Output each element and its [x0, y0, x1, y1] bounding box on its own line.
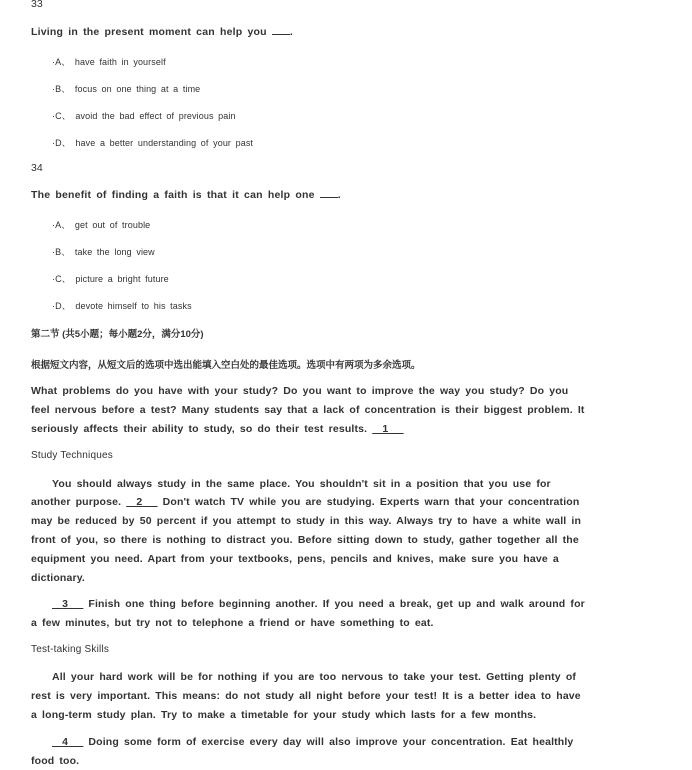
blank-2[interactable]	[126, 496, 157, 508]
section-heading: 第二节 (共5小题；每小题2分，满分10分)	[31, 329, 204, 340]
passage-line	[31, 423, 404, 435]
blank-number: 3	[62, 598, 69, 610]
question-number: 34	[31, 162, 43, 174]
passage-line: All your hard work will be for nothing if you are too nervous to take your test. Getting plenty of	[52, 671, 577, 683]
passage-text: another purpose.	[31, 496, 122, 508]
subheading-test-taking-skills: Test-taking Skills	[31, 644, 110, 655]
passage-line	[52, 736, 573, 748]
passage-line: may be reduced by 50 percent if you attempt to study in this way. Always try to have a white wall in	[31, 515, 582, 527]
option-label: A、	[55, 220, 71, 230]
option-text: devote himself to his tasks	[75, 301, 192, 311]
blank-number: 1	[382, 423, 389, 435]
option-b[interactable]: ·B、 focus on one thing at a time	[52, 84, 201, 94]
passage-line: What problems do you have with your study? Do you want to improve the way you study? Do you	[31, 385, 569, 397]
option-label: B、	[55, 84, 71, 94]
blank-1[interactable]	[372, 423, 403, 435]
option-b[interactable]: ·B、 take the long view	[52, 247, 155, 257]
option-text: have faith in yourself	[74, 57, 166, 67]
passage-line	[52, 598, 585, 610]
passage-line: a few minutes, but try not to telephone a friend or have something to eat.	[31, 617, 434, 629]
question-stem-end: .	[337, 189, 341, 201]
question-stem	[31, 189, 341, 201]
blank-number: 4	[62, 736, 69, 748]
passage-line: equipment you need. Apart from your textbooks, pens, pencils and knives, make sure you have a	[31, 553, 559, 565]
passage-line: rest is very important. This means: do not study all night before your test! It is a better idea to have	[31, 690, 581, 702]
option-c[interactable]: ·C、 picture a bright future	[52, 274, 169, 284]
option-label: D、	[55, 138, 71, 148]
passage-line: You should always study in the same place. You shouldn't sit in a position that you use for	[52, 478, 551, 490]
option-text: avoid the bad effect of previous pain	[75, 111, 236, 121]
question-stem	[31, 26, 293, 38]
passage-text: Doing some form of exercise every day will also improve your concentration. Eat healthly	[88, 736, 574, 748]
question-stem-text: Living in the present moment can help you	[31, 26, 267, 38]
blank-3[interactable]	[52, 598, 83, 610]
passage-line: front of you, so there is nothing to distract you. Before sitting down to study, gather together all the	[31, 534, 579, 546]
section-instruction: 根据短文内容，从短文后的选项中选出能填入空白处的最佳选项。选项中有两项为多余选项。	[31, 360, 421, 371]
passage-line: feel nervous before a test? Many students say that a lack of concentration is their biggest problem. It	[31, 404, 585, 416]
option-d[interactable]: ·D、 devote himself to his tasks	[52, 301, 192, 311]
blank-4[interactable]	[52, 736, 83, 748]
passage-text: Don't watch TV while you are studying. Experts warn that your concentration	[162, 496, 580, 508]
option-text: have a better understanding of your past	[75, 138, 254, 148]
answer-blank	[272, 26, 290, 35]
passage-text: seriously affects their ability to study, so do their test results.	[31, 423, 368, 435]
question-stem-end: .	[289, 26, 293, 38]
option-text: picture a bright future	[75, 274, 169, 284]
option-a[interactable]: ·A、 have faith in yourself	[52, 57, 166, 67]
passage-line: food too.	[31, 755, 80, 767]
option-text: focus on one thing at a time	[74, 84, 201, 94]
option-c[interactable]: ·C、 avoid the bad effect of previous pain	[52, 111, 236, 121]
option-label: C、	[55, 274, 71, 284]
option-d[interactable]: ·D、 have a better understanding of your past	[52, 138, 254, 148]
option-label: D、	[55, 301, 71, 311]
option-text: take the long view	[74, 247, 155, 257]
blank-number: 2	[136, 496, 143, 508]
option-label: B、	[55, 247, 71, 257]
option-a[interactable]: ·A、 get out of trouble	[52, 220, 151, 230]
passage-text: Finish one thing before beginning another. If you need a break, get up and walk around for	[88, 598, 585, 610]
passage-line: dictionary.	[31, 572, 85, 584]
question-number: 33	[31, 0, 43, 10]
subheading-study-techniques: Study Techniques	[31, 450, 113, 461]
answer-blank	[320, 189, 338, 198]
option-label: C、	[55, 111, 71, 121]
passage-line: a long-term study plan. Try to make a timetable for your study which lasts for a few months.	[31, 709, 537, 721]
option-label: A、	[55, 57, 71, 67]
option-text: get out of trouble	[74, 220, 151, 230]
passage-line	[31, 496, 579, 508]
question-stem-text: The benefit of finding a faith is that it can help one	[31, 189, 315, 201]
